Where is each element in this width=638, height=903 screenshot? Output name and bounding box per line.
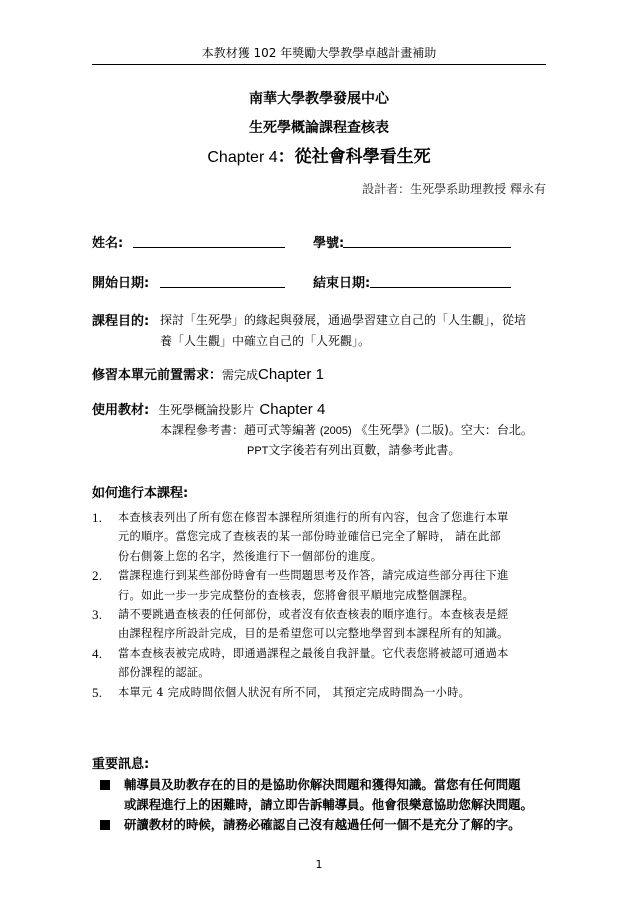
reference-prefix: 本課程參考書：趙可式等編著 — [160, 423, 317, 437]
list-item-line: 本單元 4 完成時間依個人狀況有所不同， 其預定完成時間為一小時。 — [118, 685, 471, 699]
center-title: 南華大學教學發展中心 — [249, 91, 389, 107]
list-item-line: 行。如此一步一步完成整份的查核表，您將會很平順地完成整個課程。 — [118, 588, 475, 602]
student-id-field[interactable] — [343, 233, 511, 248]
list-item — [92, 566, 548, 605]
note-line: 或課程進行上的困難時，請立即告訴輔導員。他會很樂意協助您解決問題。 — [124, 797, 533, 812]
prerequisite-text: 需完成 — [222, 368, 259, 382]
list-item-line: 部份課程的認証。 — [118, 666, 210, 680]
chapter-title — [0, 142, 638, 167]
header-rule — [92, 64, 546, 65]
list-item-line: 元的順序。當您完成了查核表的某一部份時並確信已完全了解時， 請在此部 — [118, 530, 501, 544]
note-line: 研讀教材的時候，請務必確認自己沒有越過任何一個不是充分了解的字。 — [124, 817, 521, 832]
materials — [92, 399, 325, 418]
designer-credit: 設計者：生死學系助理教授 釋永有 — [362, 182, 546, 196]
list-item — [92, 644, 548, 683]
end-date-label: 結束日期: — [313, 276, 371, 291]
list-item-line: 當本查核表被完成時，即通過課程之最後自我評量。它代表您將被認可通過本 — [118, 646, 509, 660]
page-number: 1 — [315, 858, 323, 871]
list-item-line: 份右側簽上您的名字，然後進行下一個部份的進度。 — [118, 549, 383, 563]
ppt-note — [247, 441, 460, 458]
square-bullet-icon — [100, 780, 110, 790]
important-notes — [92, 755, 548, 835]
list-item — [92, 605, 548, 644]
list-item-number: 5. — [92, 684, 103, 700]
name-field[interactable] — [133, 233, 285, 248]
chapter-name: ：從社會科學看生死 — [277, 147, 431, 167]
materials-label: 使用教材: — [92, 403, 150, 418]
list-item-line: 當課程進行到某些部份時會有一些問題思考及作答，請完成這些部分再往下進 — [118, 569, 509, 583]
reference-book — [160, 421, 533, 438]
ppt-note-text: 文字後若有列出頁數，請參考此書。 — [268, 443, 461, 457]
purpose-line-2: 養「人生觀」中確立自己的「人死觀」。 — [160, 334, 371, 348]
square-bullet-icon — [100, 820, 110, 830]
note-item — [92, 815, 548, 835]
note-item — [92, 775, 548, 815]
prerequisite — [92, 364, 324, 383]
materials-chapter: Chapter 4 — [259, 401, 326, 418]
prerequisite-chapter: Chapter 1 — [258, 366, 324, 383]
list-item-number: 4. — [92, 645, 103, 661]
prerequisite-label: 修習本單元前置需求： — [92, 368, 223, 383]
list-item-number: 1. — [92, 510, 103, 525]
end-date-field[interactable] — [370, 273, 511, 288]
name-label: 姓名: — [92, 236, 124, 251]
how-heading: 如何進行本課程: — [92, 486, 189, 501]
start-date-label: 開始日期: — [92, 276, 150, 291]
student-id-label: 學號: — [313, 236, 345, 251]
chapter-number: Chapter 4 — [207, 149, 278, 166]
start-date-field[interactable] — [160, 273, 285, 288]
list-item-number: 3. — [92, 607, 103, 623]
notes-heading: 重要訊息: — [92, 757, 150, 772]
page-header: 本教材獲 102 年獎勵大學教學卓越計畫補助 — [201, 46, 437, 60]
materials-text: 生死學概論投影片 — [158, 403, 255, 417]
list-item-line: 請不要跳過查核表的任何部份，或者沒有依查核表的順序進行。本查核表是經 — [118, 608, 509, 622]
list-item-line: 由課程程序所設計完成，目的是希望您可以完整地學習到本課程所有的知識。 — [118, 627, 509, 641]
list-item-line: 本查核表列出了所有您在修習本課程所須進行的所有內容，包含了您進行本單 — [118, 511, 509, 524]
list-item — [92, 508, 548, 566]
purpose-line-1: 探討「生死學」的緣起與發展，通過學習建立自己的「人生觀」，從培 — [160, 313, 527, 327]
steps-list — [92, 508, 548, 702]
list-item — [92, 683, 548, 702]
reference-year: (2005) — [319, 425, 352, 437]
reference-rest: 《生死學》(二版)。空大：台北。 — [355, 423, 533, 437]
purpose-label: 課程目的: — [92, 314, 150, 329]
checklist-title: 生死學概論課程查核表 — [249, 120, 389, 136]
ppt-label: PPT — [247, 445, 269, 457]
list-item-number: 2. — [92, 568, 103, 584]
note-line: 輔導員及助教存在的目的是協助你解決問題和獲得知識。當您有任何問題 — [124, 777, 521, 792]
